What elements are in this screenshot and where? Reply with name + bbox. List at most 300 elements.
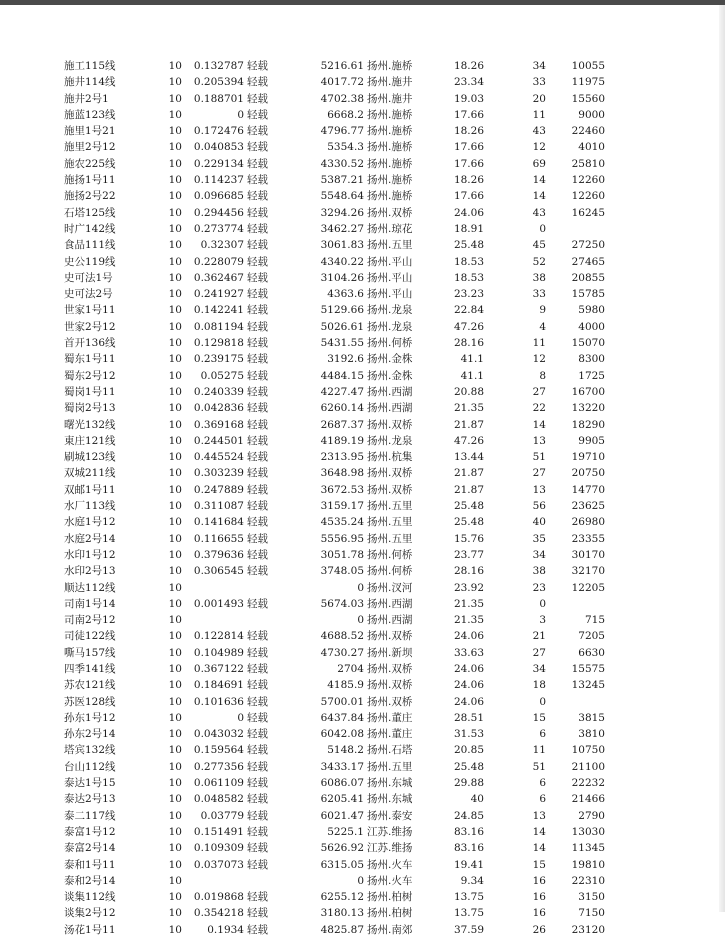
cell-load-status: 轻载 xyxy=(247,744,268,757)
cell-line-name: 施扬2号22 xyxy=(64,190,116,203)
cell-voltage: 10 xyxy=(168,190,182,203)
cell-total-capacity: 22460 xyxy=(571,125,605,138)
cell-total-capacity: 22232 xyxy=(571,777,605,790)
cell-load-rate: 0.273774 xyxy=(193,222,244,235)
cell-voltage: 10 xyxy=(168,760,182,773)
cell-total-capacity: 715 xyxy=(584,614,605,627)
cell-user-count: 33 xyxy=(532,76,546,89)
cell-load-rate: 0.369168 xyxy=(193,418,244,431)
cell-user-count: 40 xyxy=(532,516,546,529)
cell-load-rate: 0.445524 xyxy=(193,451,244,464)
cell-capacity: 4017.72 xyxy=(320,76,364,89)
cell-capacity: 3748.05 xyxy=(320,565,364,578)
cell-load-status: 轻载 xyxy=(247,222,268,235)
cell-line-name: 蜀东2号12 xyxy=(64,369,116,382)
cell-substation: 扬州.石塔 xyxy=(367,744,413,757)
cell-capacity: 3104.26 xyxy=(320,271,364,284)
cell-user-count: 12 xyxy=(532,141,546,154)
cell-load-status: 轻载 xyxy=(247,369,268,382)
cell-substation: 扬州.平山 xyxy=(367,255,413,268)
cell-length: 25.48 xyxy=(453,239,484,252)
cell-substation: 扬州.杭集 xyxy=(367,451,413,464)
cell-load-status: 轻载 xyxy=(247,76,268,89)
cell-load-rate: 0.244501 xyxy=(193,434,244,447)
cell-substation: 扬州.西湖 xyxy=(367,614,413,627)
cell-capacity: 2704 xyxy=(337,662,364,675)
cell-total-capacity: 32170 xyxy=(571,565,605,578)
cell-total-capacity: 27465 xyxy=(571,255,605,268)
cell-line-name: 谈集2号12 xyxy=(64,907,116,920)
cell-total-capacity: 8300 xyxy=(578,353,605,366)
cell-load-status: 轻载 xyxy=(247,190,268,203)
cell-user-count: 14 xyxy=(532,190,546,203)
cell-line-name: 施扬1号11 xyxy=(64,174,116,187)
cell-load-status: 轻载 xyxy=(247,500,268,513)
cell-length: 17.66 xyxy=(453,157,484,170)
cell-load-rate: 0.32307 xyxy=(200,239,244,252)
cell-load-status: 轻载 xyxy=(247,597,268,610)
cell-total-capacity: 19710 xyxy=(571,451,605,464)
cell-voltage: 10 xyxy=(168,451,182,464)
cell-load-status: 轻载 xyxy=(247,793,268,806)
cell-user-count: 11 xyxy=(532,108,546,121)
cell-line-name: 施井114线 xyxy=(64,76,116,89)
cell-capacity: 4189.19 xyxy=(320,434,364,447)
cell-load-rate: 0.061109 xyxy=(193,777,244,790)
cell-voltage: 10 xyxy=(168,825,182,838)
cell-line-name: 双城211线 xyxy=(64,467,116,480)
cell-total-capacity: 21100 xyxy=(571,760,605,773)
cell-user-count: 33 xyxy=(532,288,546,301)
cell-substation: 扬州.龙泉 xyxy=(367,434,413,447)
cell-load-rate: 0.096685 xyxy=(193,190,244,203)
cell-load-status: 轻载 xyxy=(247,809,268,822)
cell-user-count: 15 xyxy=(532,711,546,724)
cell-load-rate: 0.362467 xyxy=(193,271,244,284)
cell-total-capacity: 13245 xyxy=(571,679,605,692)
cell-line-name: 水印2号13 xyxy=(64,565,116,578)
cell-line-name: 泰富2号14 xyxy=(64,842,116,855)
cell-voltage: 10 xyxy=(168,108,182,121)
cell-length: 28.16 xyxy=(453,337,484,350)
cell-line-name: 施农225线 xyxy=(64,157,116,170)
cell-voltage: 10 xyxy=(168,614,182,627)
cell-voltage: 10 xyxy=(168,141,182,154)
cell-user-count: 0 xyxy=(539,597,546,610)
cell-voltage: 10 xyxy=(168,402,182,415)
cell-user-count: 34 xyxy=(532,548,546,561)
cell-substation: 扬州.金株 xyxy=(367,369,413,382)
cell-capacity: 6437.84 xyxy=(320,711,364,724)
cell-user-count: 52 xyxy=(532,255,546,268)
cell-capacity: 5216.61 xyxy=(320,60,364,72)
cell-load-rate: 0.228079 xyxy=(193,255,244,268)
cell-capacity: 6086.07 xyxy=(320,777,364,790)
cell-line-name: 史可法1号 xyxy=(64,271,113,284)
cell-load-rate: 0.116655 xyxy=(193,532,244,545)
cell-capacity: 5548.64 xyxy=(320,190,364,203)
cell-load-status: 轻载 xyxy=(247,125,268,138)
cell-substation: 扬州.五里 xyxy=(367,500,413,513)
cell-load-rate: 0.114237 xyxy=(193,174,244,187)
cell-capacity: 6260.14 xyxy=(320,402,364,415)
cell-substation: 扬州.施井 xyxy=(367,76,413,89)
cell-total-capacity: 16245 xyxy=(571,206,605,219)
cell-length: 37.59 xyxy=(453,923,484,936)
cell-voltage: 10 xyxy=(168,662,182,675)
cell-voltage: 10 xyxy=(168,679,182,692)
cell-total-capacity: 6630 xyxy=(578,646,605,659)
cell-line-name: 时广142线 xyxy=(64,222,116,235)
cell-load-status: 轻载 xyxy=(247,907,268,920)
cell-length: 83.16 xyxy=(453,825,484,838)
cell-total-capacity: 22310 xyxy=(571,874,605,887)
cell-substation: 扬州.龙泉 xyxy=(367,304,413,317)
cell-load-status: 轻载 xyxy=(247,825,268,838)
cell-user-count: 6 xyxy=(539,728,546,741)
cell-load-rate: 0.040853 xyxy=(193,141,244,154)
cell-user-count: 18 xyxy=(532,679,546,692)
cell-user-count: 0 xyxy=(539,222,546,235)
cell-length: 41.1 xyxy=(460,353,484,366)
cell-capacity: 4796.77 xyxy=(320,125,364,138)
cell-voltage: 10 xyxy=(168,858,182,871)
cell-voltage: 10 xyxy=(168,206,182,219)
cell-substation: 扬州.五里 xyxy=(367,516,413,529)
cell-load-status: 轻载 xyxy=(247,858,268,871)
cell-capacity: 6668.2 xyxy=(327,108,364,121)
cell-load-status: 轻载 xyxy=(247,385,268,398)
cell-line-name: 施工115线 xyxy=(64,60,116,72)
cell-total-capacity: 9000 xyxy=(578,108,605,121)
cell-substation: 扬州.双桥 xyxy=(367,679,413,692)
cell-user-count: 3 xyxy=(539,614,546,627)
cell-substation: 扬州.火车 xyxy=(367,858,413,871)
cell-user-count: 8 xyxy=(539,369,546,382)
cell-capacity: 0 xyxy=(357,614,364,627)
cell-line-name: 谈集112线 xyxy=(64,891,116,904)
cell-load-rate: 0.205394 xyxy=(193,76,244,89)
cell-capacity: 4185.9 xyxy=(327,679,364,692)
cell-line-name: 首开136线 xyxy=(64,337,116,350)
cell-load-rate: 0.048582 xyxy=(193,793,244,806)
cell-load-rate: 0.043032 xyxy=(193,728,244,741)
cell-voltage: 10 xyxy=(168,891,182,904)
cell-load-rate: 0.132787 xyxy=(193,60,244,72)
cell-voltage: 10 xyxy=(168,320,182,333)
cell-user-count: 16 xyxy=(532,907,546,920)
cell-user-count: 34 xyxy=(532,662,546,675)
window-top-bar xyxy=(0,0,725,5)
cell-load-status: 轻载 xyxy=(247,206,268,219)
cell-load-status: 轻载 xyxy=(247,548,268,561)
cell-substation: 扬州.双桥 xyxy=(367,467,413,480)
cell-length: 13.75 xyxy=(453,907,484,920)
cell-total-capacity: 23625 xyxy=(571,500,605,513)
cell-line-name: 泰二117线 xyxy=(64,809,116,822)
cell-user-count: 11 xyxy=(532,744,546,757)
cell-capacity: 3462.27 xyxy=(320,222,364,235)
cell-total-capacity: 7150 xyxy=(578,907,605,920)
cell-user-count: 15 xyxy=(532,858,546,871)
cell-substation: 扬州.双桥 xyxy=(367,418,413,431)
cell-load-status: 轻载 xyxy=(247,695,268,708)
cell-voltage: 10 xyxy=(168,157,182,170)
cell-load-rate: 0.05275 xyxy=(200,369,244,382)
cell-length: 31.53 xyxy=(453,728,484,741)
cell-load-status: 轻载 xyxy=(247,60,268,72)
cell-substation: 扬州.西湖 xyxy=(367,597,413,610)
cell-line-name: 双邮1号11 xyxy=(64,483,116,496)
cell-length: 18.26 xyxy=(453,125,484,138)
cell-load-rate: 0.104989 xyxy=(193,646,244,659)
cell-substation: 扬州.五里 xyxy=(367,532,413,545)
cell-load-rate: 0.019868 xyxy=(193,891,244,904)
cell-capacity: 5148.2 xyxy=(327,744,364,757)
cell-line-name: 施蓝123线 xyxy=(64,108,116,121)
cell-user-count: 27 xyxy=(532,467,546,480)
cell-capacity: 3648.98 xyxy=(320,467,364,480)
cell-voltage: 10 xyxy=(168,695,182,708)
cell-length: 24.06 xyxy=(453,662,484,675)
cell-load-status: 轻载 xyxy=(247,923,268,936)
cell-capacity: 5354.3 xyxy=(327,141,364,154)
cell-length: 25.48 xyxy=(453,516,484,529)
cell-substation: 扬州.董庄 xyxy=(367,711,413,724)
cell-voltage: 10 xyxy=(168,337,182,350)
cell-length: 24.06 xyxy=(453,695,484,708)
cell-substation: 扬州.双桥 xyxy=(367,662,413,675)
cell-voltage: 10 xyxy=(168,842,182,855)
cell-total-capacity: 21466 xyxy=(571,793,605,806)
cell-substation: 扬州.泰安 xyxy=(367,809,413,822)
cell-load-rate: 0.122814 xyxy=(193,630,244,643)
cell-total-capacity: 15560 xyxy=(571,92,605,105)
cell-total-capacity: 4010 xyxy=(578,141,605,154)
cell-user-count: 14 xyxy=(532,842,546,855)
cell-load-rate: 0.159564 xyxy=(193,744,244,757)
cell-user-count: 27 xyxy=(532,385,546,398)
cell-user-count: 14 xyxy=(532,825,546,838)
cell-total-capacity: 15575 xyxy=(571,662,605,675)
cell-load-status: 轻载 xyxy=(247,141,268,154)
cell-line-name: 苏医128线 xyxy=(64,695,116,708)
cell-length: 13.44 xyxy=(453,451,484,464)
cell-voltage: 10 xyxy=(168,565,182,578)
cell-user-count: 20 xyxy=(532,92,546,105)
cell-voltage: 10 xyxy=(168,60,182,72)
cell-capacity: 6021.47 xyxy=(320,809,364,822)
cell-load-status: 轻载 xyxy=(247,467,268,480)
cell-voltage: 10 xyxy=(168,548,182,561)
cell-line-name: 水厂113线 xyxy=(64,500,116,513)
cell-load-rate: 0.311087 xyxy=(193,500,244,513)
cell-load-status: 轻载 xyxy=(247,842,268,855)
cell-substation: 扬州.东城 xyxy=(367,777,413,790)
cell-length: 13.75 xyxy=(453,891,484,904)
cell-load-status: 轻载 xyxy=(247,711,268,724)
cell-substation: 扬州.南郊 xyxy=(367,923,413,936)
cell-capacity: 4702.38 xyxy=(320,92,364,105)
cell-length: 40 xyxy=(470,793,484,806)
cell-substation: 江苏.维扬 xyxy=(367,842,413,855)
cell-load-status: 轻载 xyxy=(247,92,268,105)
cell-length: 20.85 xyxy=(453,744,484,757)
cell-load-rate: 0.141684 xyxy=(193,516,244,529)
cell-line-name: 泰达1号15 xyxy=(64,777,116,790)
cell-voltage: 10 xyxy=(168,711,182,724)
cell-voltage: 10 xyxy=(168,125,182,138)
cell-length: 15.76 xyxy=(453,532,484,545)
cell-capacity: 4484.15 xyxy=(320,369,364,382)
cell-length: 22.84 xyxy=(453,304,484,317)
cell-load-rate: 0.101636 xyxy=(193,695,244,708)
cell-load-status: 轻载 xyxy=(247,532,268,545)
cell-capacity: 4825.87 xyxy=(320,923,364,936)
cell-load-rate: 0.042836 xyxy=(193,402,244,415)
cell-load-status: 轻载 xyxy=(247,728,268,741)
cell-load-status: 轻载 xyxy=(247,777,268,790)
cell-line-name: 司南2号12 xyxy=(64,614,116,627)
cell-line-name: 蜀岗1号11 xyxy=(64,385,116,398)
cell-length: 23.77 xyxy=(453,548,484,561)
cell-capacity: 2687.37 xyxy=(320,418,364,431)
cell-line-name: 施里2号12 xyxy=(64,141,116,154)
cell-user-count: 13 xyxy=(532,483,546,496)
cell-capacity: 2313.95 xyxy=(320,451,364,464)
cell-load-status: 轻载 xyxy=(247,760,268,773)
cell-total-capacity: 26980 xyxy=(571,516,605,529)
cell-user-count: 22 xyxy=(532,402,546,415)
cell-voltage: 10 xyxy=(168,646,182,659)
cell-load-rate: 0 xyxy=(237,711,244,724)
page-right-edge xyxy=(719,5,725,912)
cell-line-name: 孙东1号12 xyxy=(64,711,116,724)
cell-voltage: 10 xyxy=(168,222,182,235)
cell-length: 20.88 xyxy=(453,385,484,398)
cell-line-name: 石塔125线 xyxy=(64,206,116,219)
cell-total-capacity: 11975 xyxy=(571,76,605,89)
cell-substation: 扬州.龙泉 xyxy=(367,320,413,333)
cell-substation: 扬州.平山 xyxy=(367,288,413,301)
cell-capacity: 5700.01 xyxy=(320,695,364,708)
cell-voltage: 10 xyxy=(168,923,182,936)
cell-length: 21.87 xyxy=(453,467,484,480)
cell-length: 33.63 xyxy=(453,646,484,659)
cell-voltage: 10 xyxy=(168,467,182,480)
cell-load-rate: 0.247889 xyxy=(193,483,244,496)
cell-line-name: 苏农121线 xyxy=(64,679,116,692)
cell-length: 18.91 xyxy=(453,222,484,235)
cell-length: 41.1 xyxy=(460,369,484,382)
cell-capacity: 5431.55 xyxy=(320,337,364,350)
cell-capacity: 4227.47 xyxy=(320,385,364,398)
cell-load-status: 轻载 xyxy=(247,304,268,317)
cell-total-capacity: 3810 xyxy=(578,728,605,741)
cell-line-name: 世家2号12 xyxy=(64,320,116,333)
cell-capacity: 4535.24 xyxy=(320,516,364,529)
cell-voltage: 10 xyxy=(168,744,182,757)
cell-user-count: 16 xyxy=(532,874,546,887)
cell-load-rate: 0.1934 xyxy=(207,923,244,936)
cell-length: 29.88 xyxy=(453,777,484,790)
cell-length: 21.35 xyxy=(453,614,484,627)
cell-total-capacity: 9905 xyxy=(578,434,605,447)
cell-line-name: 嘶马157线 xyxy=(64,646,116,659)
cell-line-name: 水庭2号14 xyxy=(64,532,116,545)
cell-length: 28.16 xyxy=(453,565,484,578)
cell-user-count: 23 xyxy=(532,581,546,594)
cell-load-rate: 0.172476 xyxy=(193,125,244,138)
cell-length: 21.87 xyxy=(453,483,484,496)
cell-load-status: 轻载 xyxy=(247,891,268,904)
cell-line-name: 泰和1号11 xyxy=(64,858,116,871)
cell-line-name: 水印1号12 xyxy=(64,548,116,561)
cell-load-rate: 0.081194 xyxy=(193,320,244,333)
cell-load-rate: 0.001493 xyxy=(193,597,244,610)
cell-capacity: 4688.52 xyxy=(320,630,364,643)
cell-capacity: 3294.26 xyxy=(320,206,364,219)
cell-length: 18.26 xyxy=(453,174,484,187)
cell-capacity: 3672.53 xyxy=(320,483,364,496)
cell-line-name: 汤花1号11 xyxy=(64,923,116,936)
cell-voltage: 10 xyxy=(168,581,182,594)
cell-substation: 扬州.西湖 xyxy=(367,402,413,415)
cell-capacity: 5026.61 xyxy=(320,320,364,333)
cell-total-capacity: 18290 xyxy=(571,418,605,431)
cell-capacity: 6255.12 xyxy=(320,891,364,904)
cell-capacity: 5674.03 xyxy=(320,597,364,610)
cell-total-capacity: 4000 xyxy=(578,320,605,333)
cell-line-name: 史可法2号 xyxy=(64,288,113,301)
cell-load-rate: 0.03779 xyxy=(200,809,244,822)
cell-total-capacity: 2790 xyxy=(578,809,605,822)
cell-voltage: 10 xyxy=(168,271,182,284)
cell-total-capacity: 3815 xyxy=(578,711,605,724)
cell-user-count: 27 xyxy=(532,646,546,659)
cell-voltage: 10 xyxy=(168,434,182,447)
cell-length: 24.06 xyxy=(453,630,484,643)
cell-voltage: 10 xyxy=(168,255,182,268)
cell-line-name: 塔宾132线 xyxy=(64,744,116,757)
cell-voltage: 10 xyxy=(168,597,182,610)
cell-capacity: 5387.21 xyxy=(320,174,364,187)
cell-total-capacity: 7205 xyxy=(578,630,605,643)
cell-line-name: 司徒122线 xyxy=(64,630,116,643)
cell-total-capacity: 5980 xyxy=(578,304,605,317)
cell-user-count: 51 xyxy=(532,451,546,464)
cell-line-name: 台山112线 xyxy=(64,760,116,773)
cell-voltage: 10 xyxy=(168,239,182,252)
cell-line-name: 水庭1号12 xyxy=(64,516,116,529)
cell-user-count: 6 xyxy=(539,777,546,790)
cell-voltage: 10 xyxy=(168,907,182,920)
cell-voltage: 10 xyxy=(168,728,182,741)
cell-total-capacity: 20855 xyxy=(571,271,605,284)
cell-total-capacity: 13220 xyxy=(571,402,605,415)
cell-line-name: 史公119线 xyxy=(64,255,116,268)
cell-length: 21.87 xyxy=(453,418,484,431)
cell-substation: 扬州.施桥 xyxy=(367,108,413,121)
cell-load-status: 轻载 xyxy=(247,108,268,121)
cell-load-rate: 0.240339 xyxy=(193,385,244,398)
cell-load-rate: 0.151491 xyxy=(193,825,244,838)
cell-length: 21.35 xyxy=(453,402,484,415)
cell-load-rate: 0.142241 xyxy=(193,304,244,317)
cell-capacity: 5129.66 xyxy=(320,304,364,317)
cell-line-name: 世家1号11 xyxy=(64,304,116,317)
cell-substation: 扬州.何桥 xyxy=(367,565,413,578)
